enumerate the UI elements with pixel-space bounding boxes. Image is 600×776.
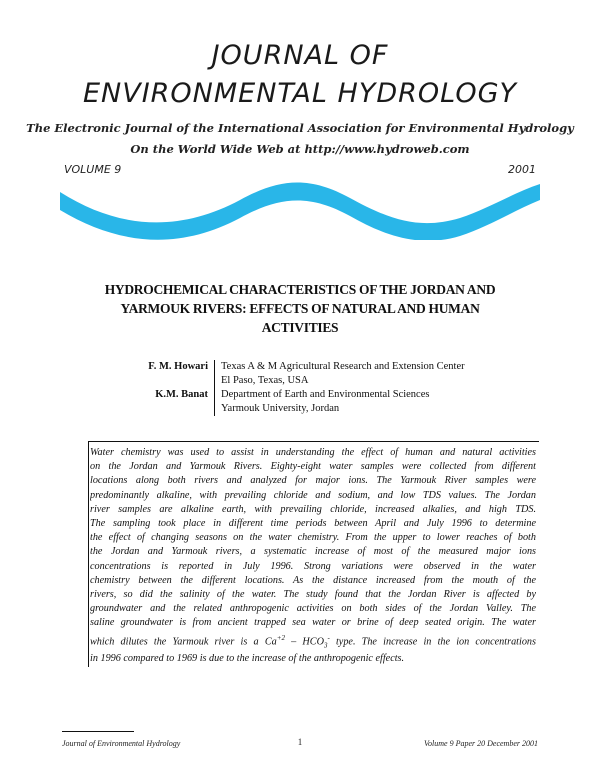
page-number: 1 xyxy=(297,737,303,747)
abstract-line: groundwater and the related anthropogenic activities on both sides of the Jordan Valley. The xyxy=(90,603,536,615)
year-label: 2001 xyxy=(508,163,536,176)
affiliation-line: Texas A & M Agricultural Research and Extension Center xyxy=(221,361,465,372)
paper-title-line3: ACTIVITIES xyxy=(261,320,339,335)
abstract-line: Water chemistry was used to assist in understanding the effect of human and natural activities xyxy=(90,447,536,458)
author-affiliation xyxy=(215,388,429,416)
author-block xyxy=(90,360,510,416)
affiliation-line: Department of Earth and Environmental Sciences xyxy=(221,389,430,400)
abstract-line: locations along both rivers and analyzed for major ions. The Yarmouk River samples were xyxy=(90,475,536,487)
abstract-line: on the Jordan and Yarmouk Rivers. Eighty-eight water samples were collected from different xyxy=(90,461,536,473)
abstract xyxy=(90,446,536,666)
abstract-line: in 1996 compared to 1969 is due to the increase of the anthropogenic effects. xyxy=(90,653,405,665)
abstract-line: chemistry between the different locations. As the distance increased from the mouth of the xyxy=(90,574,536,586)
author-name: F. M. Howari xyxy=(90,360,215,388)
journal-subtitle: The Electronic Journal of the International Association for Environmental Hydrology xyxy=(26,121,574,135)
wave-banner-icon xyxy=(60,170,540,240)
abstract-text: which dilutes the Yarmouk river is a Ca xyxy=(90,636,277,648)
author-row xyxy=(90,388,510,416)
journal-website-line: On the World Wide Web at http://www.hydroweb.com xyxy=(130,142,470,156)
abstract-text: – HCO xyxy=(284,636,324,648)
volume-label: VOLUME 9 xyxy=(64,163,122,176)
journal-title-line2: ENVIRONMENTAL HYDROLOGY xyxy=(82,78,518,109)
abstract-line: rivers, so did the salinity of the water. The study found that the Jordan River is affected by xyxy=(90,589,536,601)
paper-title-line2: YARMOUK RIVERS: EFFECTS OF NATURAL AND HUMAN xyxy=(120,301,480,316)
affiliation-line: El Paso, Texas, USA xyxy=(221,375,309,386)
abstract-text: type. The increase in the ion concentrations xyxy=(329,636,536,648)
abstract-line: concentrations is reported in July 1996. Strong variations were observed in the water xyxy=(90,560,536,572)
abstract-line: The sampling took place in different time periods between April and July 1996 to determine xyxy=(90,518,536,530)
affiliation-line: Yarmouk University, Jordan xyxy=(221,403,340,414)
footer-journal: Journal of Environmental Hydrology xyxy=(62,739,181,748)
formula-superscript: +2 xyxy=(276,633,285,642)
author-name: K.M. Banat xyxy=(90,388,215,416)
formula-subscript: 3 xyxy=(323,641,328,650)
paper-title-line1: HYDROCHEMICAL CHARACTERISTICS OF THE JORDAN AND xyxy=(104,282,496,297)
abstract-line: the effect of changing seasons on the water chemistry. From the upper to lower reaches of both xyxy=(90,532,536,544)
formula-superscript: - xyxy=(327,633,330,642)
abstract-line: saline groundwater is from ancient trapped sea water or brine of deep seated origin. The water xyxy=(90,617,536,629)
wave-shape xyxy=(60,182,540,240)
author-affiliation xyxy=(215,360,465,388)
abstract-line: river samples are alkaline earth, with prevailing chloride, increased alkalies, and high TDS. xyxy=(90,503,536,515)
author-row xyxy=(90,360,510,388)
abstract-line-formula xyxy=(90,631,536,653)
abstract-line: predominantly alkaline, with prevailing chloride and sodium, and low TDS values. The Jordan xyxy=(90,489,536,501)
abstract-line: the Jordan and Yarmouk rivers, a systematic increase of most of the measured major ions xyxy=(90,546,536,558)
journal-title-line1: JOURNAL OF xyxy=(211,40,389,71)
footer-citation: Volume 9 Paper 20 December 2001 xyxy=(424,739,538,748)
footer-rule xyxy=(62,731,134,732)
paper-title xyxy=(50,280,550,337)
